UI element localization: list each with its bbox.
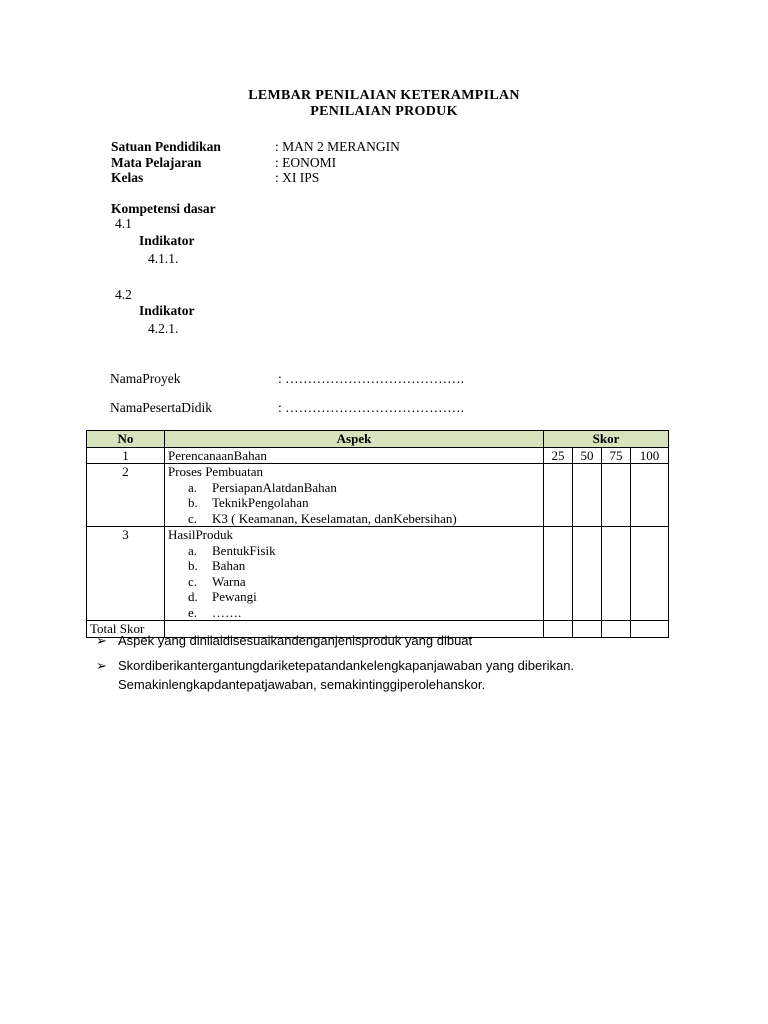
score-cell bbox=[602, 621, 631, 638]
score-75: 75 bbox=[602, 447, 631, 464]
score-cell bbox=[631, 464, 669, 527]
arrow-bullet-icon: ➢ bbox=[96, 658, 107, 673]
note-2 bbox=[96, 658, 574, 674]
list-item: c. Warna bbox=[188, 573, 246, 589]
row-no: 3 bbox=[87, 527, 165, 621]
note-1-text: Aspek yang dinilaidisesuaikandenganjenisproduk yang dibuat bbox=[118, 633, 473, 648]
score-cell bbox=[631, 621, 669, 638]
score-cell bbox=[544, 621, 573, 638]
document-subtitle: PENILAIAN PRODUK bbox=[310, 104, 458, 119]
indikator-label-1: Indikator bbox=[139, 233, 195, 248]
row-no: 1 bbox=[87, 447, 165, 464]
list-item: a. PersiapanAlatdanBahan bbox=[188, 479, 337, 495]
field-value-peserta: : …………………………………. bbox=[278, 400, 465, 415]
row-aspek: Proses Pembuatan bbox=[168, 464, 263, 479]
indikator-label-2: Indikator bbox=[139, 303, 195, 318]
header-skor: Skor bbox=[544, 431, 669, 448]
field-value-proyek: : …………………………………. bbox=[278, 371, 465, 386]
header-no: No bbox=[87, 431, 165, 448]
list-item: e. ……. bbox=[188, 604, 242, 620]
indikator-value-1: 4.1.1. bbox=[148, 251, 179, 266]
field-label-proyek: NamaProyek bbox=[110, 371, 181, 386]
list-item: c. K3 ( Keamanan, Keselamatan, danKebersihan) bbox=[188, 510, 457, 526]
list-item: a. BentukFisik bbox=[188, 542, 276, 558]
kompetensi-heading: Kompetensi dasar bbox=[111, 201, 216, 216]
kd-number-2: 4.2 bbox=[115, 287, 132, 302]
kd-number-1: 4.1 bbox=[115, 216, 132, 231]
list-item: b. TeknikPengolahan bbox=[188, 495, 309, 510]
score-25: 25 bbox=[544, 447, 573, 464]
document-title: LEMBAR PENILAIAN KETERAMPILAN bbox=[248, 88, 520, 103]
row-aspek-cell bbox=[165, 527, 544, 621]
field-label-peserta: NamaPesertaDidik bbox=[110, 400, 212, 415]
note-2-continuation: Semakinlengkapdantepatjawaban, semakintinggiperolehanskor. bbox=[118, 677, 486, 692]
table-row bbox=[87, 527, 669, 621]
indikator-value-2: 4.2.1. bbox=[148, 321, 179, 336]
table-row bbox=[87, 464, 669, 527]
note-1 bbox=[96, 633, 472, 649]
row-aspek: HasilProduk bbox=[168, 527, 233, 542]
score-100: 100 bbox=[631, 447, 669, 464]
info-value-satuan: : MAN 2 MERANGIN bbox=[275, 139, 400, 154]
info-value-kelas: : XI IPS bbox=[275, 170, 320, 185]
score-50: 50 bbox=[573, 447, 602, 464]
score-cell bbox=[602, 527, 631, 621]
score-cell bbox=[573, 621, 602, 638]
list-item: d. Pewangi bbox=[188, 589, 257, 604]
info-label-satuan: Satuan Pendidikan bbox=[111, 139, 221, 154]
score-cell bbox=[602, 464, 631, 527]
table-header-row bbox=[87, 431, 669, 448]
header-aspek: Aspek bbox=[165, 431, 544, 448]
score-cell bbox=[573, 464, 602, 527]
arrow-bullet-icon: ➢ bbox=[96, 633, 107, 648]
table-row bbox=[87, 447, 669, 464]
score-cell bbox=[544, 527, 573, 621]
total-label: Total Skor bbox=[87, 621, 165, 638]
row-no: 2 bbox=[87, 464, 165, 527]
assessment-table bbox=[86, 430, 669, 638]
row-aspek: PerencanaanBahan bbox=[165, 447, 544, 464]
list-item: b. Bahan bbox=[188, 558, 246, 573]
info-label-kelas: Kelas bbox=[111, 170, 144, 185]
row-aspek-cell bbox=[165, 464, 544, 527]
info-label-mapel: Mata Pelajaran bbox=[111, 155, 202, 170]
score-cell bbox=[631, 527, 669, 621]
note-2-text: Skordiberikantergantungdariketepatandankelengkapanjawaban yang diberikan. bbox=[118, 658, 575, 673]
score-cell bbox=[544, 464, 573, 527]
info-value-mapel: : EONOMI bbox=[275, 155, 337, 170]
score-cell bbox=[573, 527, 602, 621]
